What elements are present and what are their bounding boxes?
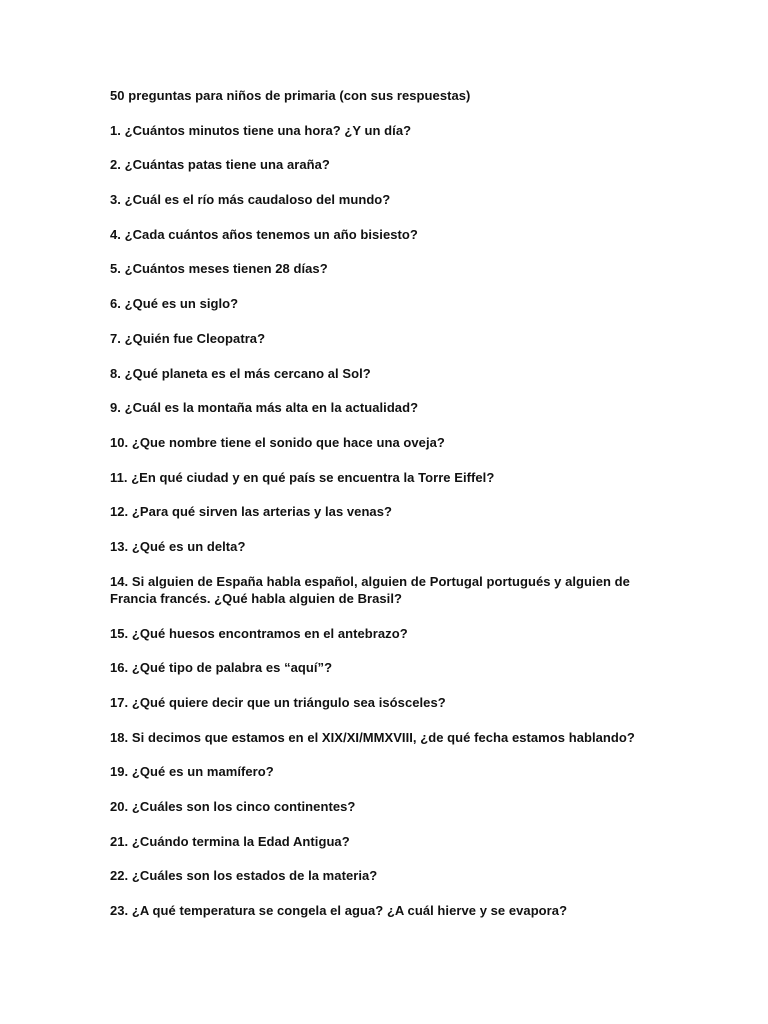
question-item: [110, 330, 670, 347]
question-text: ¿Cuándo termina la Edad Antigua?: [131, 833, 350, 849]
question-number: 8.: [110, 365, 121, 381]
question-item: [110, 659, 670, 676]
question-text: ¿Cuál es el río más caudaloso del mundo?: [124, 192, 391, 208]
question-item: [110, 503, 670, 520]
question-number: 6.: [110, 296, 121, 312]
question-item: [110, 729, 670, 746]
question-item: [110, 694, 670, 711]
question-item: [110, 122, 670, 139]
question-text: ¿Qué tipo de palabra es “aquí”?: [131, 660, 333, 676]
question-text: ¿Cuál es la montaña más alta en la actualidad?: [124, 400, 419, 416]
question-number: 11.: [110, 469, 128, 485]
question-number: 21.: [110, 833, 129, 849]
question-text: ¿Cada cuántos años tenemos un año bisiesto?: [124, 226, 418, 242]
question-text: ¿Qué planeta es el más cercano al Sol?: [124, 365, 371, 381]
question-item: [110, 538, 670, 555]
question-item: [110, 833, 670, 850]
question-number: 17.: [110, 695, 129, 710]
question-text: ¿Quién fue Cleopatra?: [124, 330, 266, 346]
question-text: ¿Cuántos minutos tiene una hora? ¿Y un día?: [124, 122, 412, 138]
question-number: 1.: [110, 122, 121, 138]
question-item: [110, 365, 670, 382]
question-item: [110, 434, 670, 451]
document-page: [110, 87, 670, 937]
question-item: [110, 573, 655, 607]
question-number: 12.: [110, 504, 129, 520]
question-text: ¿Qué huesos encontramos en el antebrazo?: [131, 625, 408, 641]
question-text: ¿Que nombre tiene el sonido que hace una oveja?: [131, 434, 445, 450]
question-number: 22.: [110, 868, 129, 884]
question-text: ¿En qué ciudad y en qué país se encuentra la Torre Eiffel?: [131, 469, 495, 485]
question-item: [110, 867, 670, 884]
question-text: ¿Qué quiere decir que un triángulo sea isósceles?: [131, 695, 446, 710]
question-text: ¿Cuántos meses tienen 28 días?: [124, 261, 328, 277]
question-item: [110, 625, 670, 642]
question-text: Si decimos que estamos en el XIX/XI/MMXVIII, ¿de qué fecha estamos hablando?: [131, 729, 635, 745]
document-title: 50 preguntas para niños de primaria (con sus respuestas): [110, 88, 471, 103]
question-number: 13.: [110, 538, 129, 554]
question-number: 2.: [110, 157, 121, 173]
question-item: [110, 260, 670, 277]
question-number: 14.: [110, 573, 129, 589]
question-text: ¿Qué es un mamífero?: [131, 764, 274, 780]
question-number: 19.: [110, 764, 129, 780]
question-text: ¿Para qué sirven las arterias y las venas?: [131, 504, 392, 520]
question-text: ¿Qué es un siglo?: [124, 296, 239, 312]
question-item: [110, 226, 670, 243]
question-number: 5.: [110, 261, 121, 277]
question-number: 18.: [110, 729, 129, 745]
question-text: ¿Cuáles son los cinco continentes?: [131, 799, 356, 815]
question-item: [110, 295, 670, 312]
question-item: [110, 902, 670, 919]
question-number: 16.: [110, 660, 129, 676]
question-text: ¿Cuáles son los estados de la materia?: [131, 868, 378, 884]
question-text: ¿Cuántas patas tiene una araña?: [124, 157, 330, 173]
question-number: 23.: [110, 903, 129, 919]
question-number: 4.: [110, 226, 121, 242]
question-number: 9.: [110, 400, 121, 416]
question-number: 20.: [110, 799, 129, 815]
question-item: [110, 156, 670, 173]
question-text: Si alguien de España habla español, alguien de Portugal portugués y alguien de Francia francés. ¿Qué habla alguien de Brasil?: [110, 573, 630, 606]
question-text: ¿A qué temperatura se congela el agua? ¿A cuál hierve y se evapora?: [131, 903, 568, 919]
question-number: 10.: [110, 434, 129, 450]
question-number: 15.: [110, 625, 129, 641]
question-item: [110, 191, 670, 208]
question-item: [110, 763, 670, 780]
question-item: [110, 798, 670, 815]
question-item: [110, 469, 670, 486]
question-item: [110, 399, 670, 416]
question-number: 7.: [110, 330, 121, 346]
question-text: ¿Qué es un delta?: [131, 538, 246, 554]
question-number: 3.: [110, 192, 121, 208]
